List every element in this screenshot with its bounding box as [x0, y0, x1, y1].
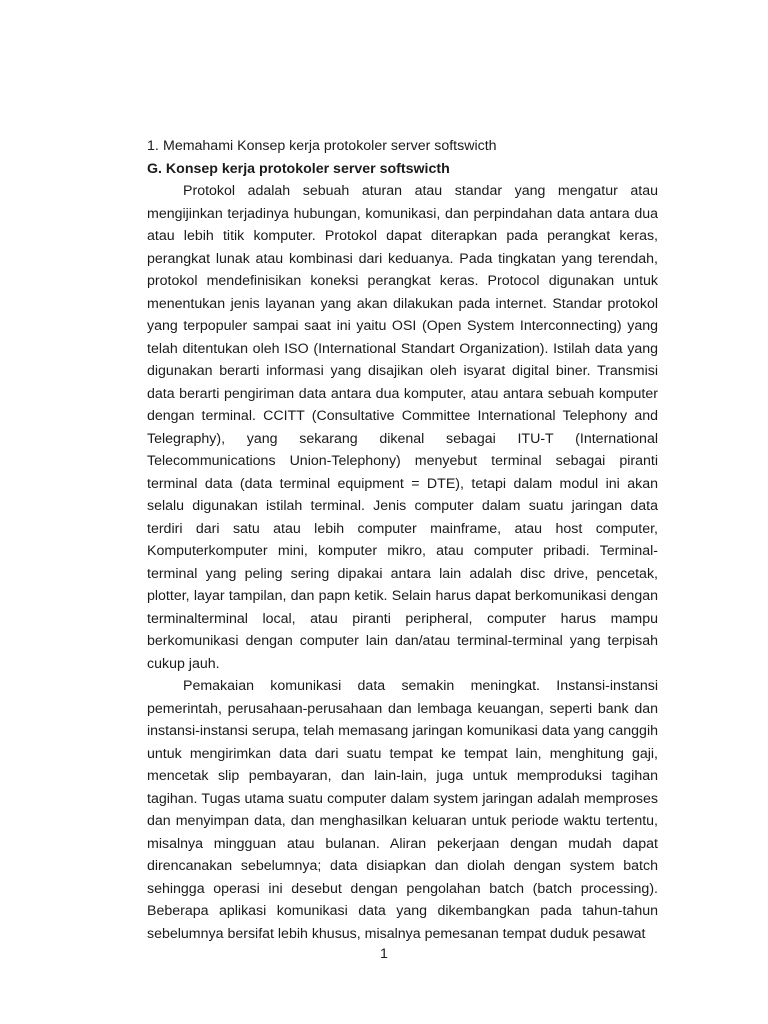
- page-number: 1: [380, 946, 388, 962]
- list-item-text: Memahami Konsep kerja protokoler server softswicth: [163, 138, 497, 154]
- numbered-list-item: [147, 135, 658, 158]
- page-content: [147, 135, 658, 945]
- paragraph-pemakaian: Pemakaian komunikasi data semakin meningkat. Instansi-instansi pemerintah, perusahaan-perusahaan dan lembaga keuangan, seperti bank dan instansi-instansi serupa, telah memasang jaringan komunikasi data yang canggih untuk mengirimkan data dari suatu tempat ke tempat lain, menghitung gaji, mencetak slip pembayaran, dan lain-lain, juga untuk memproduksi tagihan tagihan. Tugas utama suatu computer dalam system jaringan adalah memproses dan menyimpan data, dan menghasilkan keluaran untuk periode waktu tertentu, misalnya mingguan atau bulanan. Aliran pekerjaan dengan mudah dapat direncanakan sebelumnya; data disiapkan dan diolah dengan system batch sehingga operasi ini desebut dengan pengolahan batch (batch processing). Beberapa aplikasi komunikasi data yang dikembangkan pada tahun-tahun sebelumnya bersifat lebih khusus, misalnya pemesanan tempat duduk pesawat: [147, 678, 658, 942]
- list-item-number: 1.: [147, 138, 159, 154]
- section-heading: G. Konsep kerja protokoler server softswicth: [147, 160, 450, 177]
- paragraph-protokol: Protokol adalah sebuah aturan atau standar yang mengatur atau mengijinkan terjadinya hubungan, komunikasi, dan perpindahan data antara dua atau lebih titik komputer. Protokol dapat diterapkan pada perangkat keras, perangkat lunak atau kombinasi dari keduanya. Pada tingkatan yang terendah, protokol mendefinisikan koneksi perangkat keras. Protocol digunakan untuk menentukan jenis layanan yang akan dilakukan pada internet. Standar protokol yang terpopuler sampai saat ini yaitu OSI (Open System Interconnecting) yang telah ditentukan oleh ISO (International Standart Organization). Istilah data yang digunakan berarti informasi yang disajikan oleh isyarat digital biner. Transmisi data berarti pengiriman data antara dua komputer, atau antara sebuah komputer dengan terminal. CCITT (Consultative Committee International Telephony and Telegraphy), yang sekarang dikenal sebagai ITU-T (International Telecommunications Union-Telephony) menyebut terminal sebagai piranti terminal data (data terminal equipment = DTE), tetapi dalam modul ini akan selalu digunakan istilah terminal. Jenis computer dalam suatu jaringan data terdiri dari satu atau lebih computer mainframe, atau host computer, Komputerkomputer mini, komputer mikro, atau computer pribadi. Terminal-terminal yang peling sering dipakai antara lain adalah disc drive, pencetak, plotter, layar tampilan, dan papn ketik. Selain harus dapat berkomunikasi dengan terminalterminal local, atau piranti peripheral, computer harus mampu berkomunikasi dengan computer lain dan/atau terminal-terminal yang terpisah cukup jauh.: [147, 183, 658, 672]
